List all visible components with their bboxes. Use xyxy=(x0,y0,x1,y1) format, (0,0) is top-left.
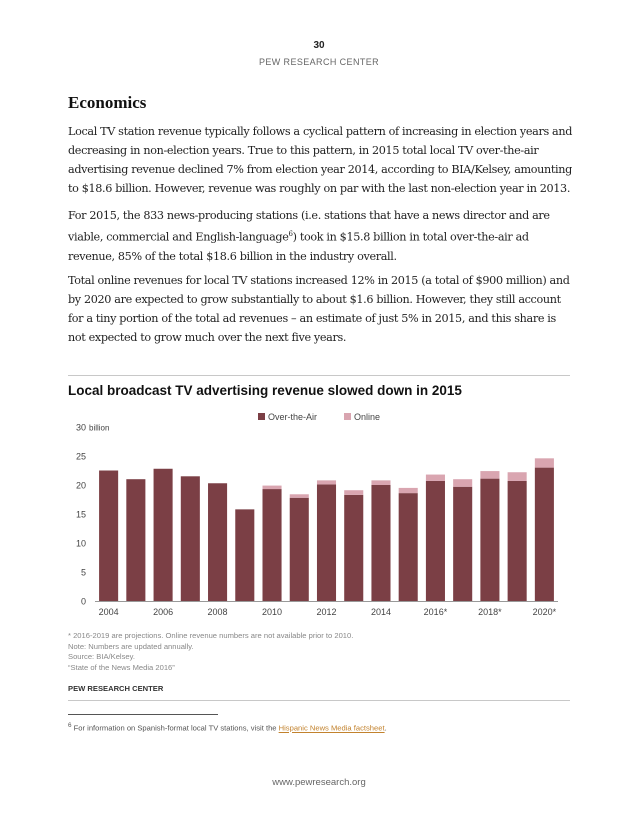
bar-online-2018 xyxy=(480,471,499,479)
bar-over-the-air-2019 xyxy=(508,481,527,601)
bar-over-the-air-2012 xyxy=(317,484,336,601)
x-tick-label: 2012 xyxy=(316,607,337,617)
footnote xyxy=(68,722,387,733)
x-tick-label: 2010 xyxy=(262,607,283,617)
paragraph-3: Total online revenues for local TV stations increased 12% in 2015 (a total of $900 million) and by 2020 are expected to grow substantially to about $1.6 billion. However, they still account for a tiny portion of the total ad revenues – an estimate of just 5% in 2015, and this share is not expected to grow much over the next five years. xyxy=(68,274,570,344)
y-tick-label: 5 xyxy=(80,567,86,578)
bar-over-the-air-2008 xyxy=(208,483,227,601)
bar-online-2011 xyxy=(290,494,309,497)
y-tick-label: 25 xyxy=(75,451,86,462)
section-title: Economics xyxy=(68,93,147,112)
x-tick-label: 2016* xyxy=(423,607,448,617)
y-axis-unit: billion xyxy=(89,423,110,433)
y-tick-label: 15 xyxy=(75,509,86,520)
footnote-end: . xyxy=(384,723,387,733)
note-report: “State of the News Media 2016” xyxy=(68,662,175,672)
x-tick-label: 2014 xyxy=(370,607,391,617)
bar-online-2017 xyxy=(453,479,472,487)
footnote-text: For information on Spanish-format local TV stations, visit the xyxy=(71,723,279,733)
paragraph-2 xyxy=(68,206,573,266)
footnote-divider xyxy=(68,714,218,715)
chart-bottom-divider xyxy=(68,700,570,701)
bar-over-the-air-2015 xyxy=(399,493,418,601)
bar-over-the-air-2009 xyxy=(235,509,254,601)
note-updated: Note: Numbers are updated annually. xyxy=(68,641,194,651)
legend-swatch-over-the-air xyxy=(258,413,265,420)
footnote-number: 6 xyxy=(68,722,72,729)
bar-over-the-air-2014 xyxy=(371,485,390,601)
bar-over-the-air-2004 xyxy=(99,471,118,602)
chart-source: PEW RESEARCH CENTER xyxy=(68,684,164,693)
x-tick-label: 2006 xyxy=(153,607,174,617)
legend-label-online: Online xyxy=(354,412,381,422)
chart-legend xyxy=(258,412,380,422)
y-tick-label: 20 xyxy=(75,480,86,491)
bar-over-the-air-2010 xyxy=(262,489,281,601)
legend-label-over-the-air: Over-the-Air xyxy=(268,412,318,422)
bar-over-the-air-2017 xyxy=(453,487,472,601)
x-tick-label: 2004 xyxy=(98,607,119,617)
bar-online-2020 xyxy=(535,458,554,467)
y-tick-label: 0 xyxy=(80,596,86,607)
bar-over-the-air-2006 xyxy=(154,469,173,601)
paragraph-1: Local TV station revenue typically follows a cyclical pattern of increasing in election years and decreasing in non-election years. True to this pattern, in 2015 total local TV over-the-air advertising revenue declined 7% from election year 2014, according to BIA/Kelsey, amounting to $18.6 billion. However, revenue was roughly on par with the last non-election year in 2013. xyxy=(68,125,573,195)
bar-over-the-air-2005 xyxy=(126,479,145,601)
chart-notes xyxy=(68,631,353,673)
bar-over-the-air-2018 xyxy=(480,479,499,601)
note-projection: * 2016-2019 are projections. Online revenue numbers are not available prior to 2010. xyxy=(68,631,354,640)
x-tick-label: 2008 xyxy=(207,607,228,617)
y-tick-label: 30 xyxy=(75,422,86,433)
page-header-org: PEW RESEARCH CENTER xyxy=(258,57,380,67)
paragraph-2-after: ) took in $15.8 billion in total over-the-air ad revenue, 85% of the total $18.6 billion in the industry overall. xyxy=(68,230,529,263)
bar-online-2012 xyxy=(317,480,336,484)
footnote-link[interactable]: Hispanic News Media factsheet xyxy=(278,723,385,733)
paragraph-2-before: For 2015, the 833 news-producing stations (i.e. stations that have a news director and are viable, commercial and English-language xyxy=(68,209,550,244)
note-source: Source: BIA/Kelsey. xyxy=(68,652,135,661)
x-axis xyxy=(95,602,558,618)
y-tick-label: 10 xyxy=(75,538,86,549)
bar-online-2015 xyxy=(399,488,418,493)
page-number: 30 xyxy=(313,40,325,51)
bar-online-2010 xyxy=(262,486,281,489)
x-tick-label: 2020* xyxy=(532,607,557,617)
chart-top-divider xyxy=(68,375,570,376)
x-tick-label: 2018* xyxy=(478,607,502,617)
bar-online-2016 xyxy=(426,475,445,481)
bar-online-2014 xyxy=(371,480,390,485)
footer-url[interactable]: www.pewresearch.org xyxy=(272,777,366,788)
bar-over-the-air-2013 xyxy=(344,495,363,601)
footnote-ref[interactable]: 6 xyxy=(288,230,293,238)
chart-title: Local broadcast TV advertising revenue slowed down in 2015 xyxy=(68,383,462,398)
bars xyxy=(99,458,554,601)
bar-chart xyxy=(68,405,568,623)
bar-over-the-air-2020 xyxy=(535,468,554,601)
bar-online-2019 xyxy=(508,472,527,481)
bar-over-the-air-2016 xyxy=(426,481,445,601)
bar-over-the-air-2011 xyxy=(290,498,309,601)
bar-online-2013 xyxy=(344,490,363,495)
bar-over-the-air-2007 xyxy=(181,476,200,601)
legend-swatch-online xyxy=(344,413,351,420)
